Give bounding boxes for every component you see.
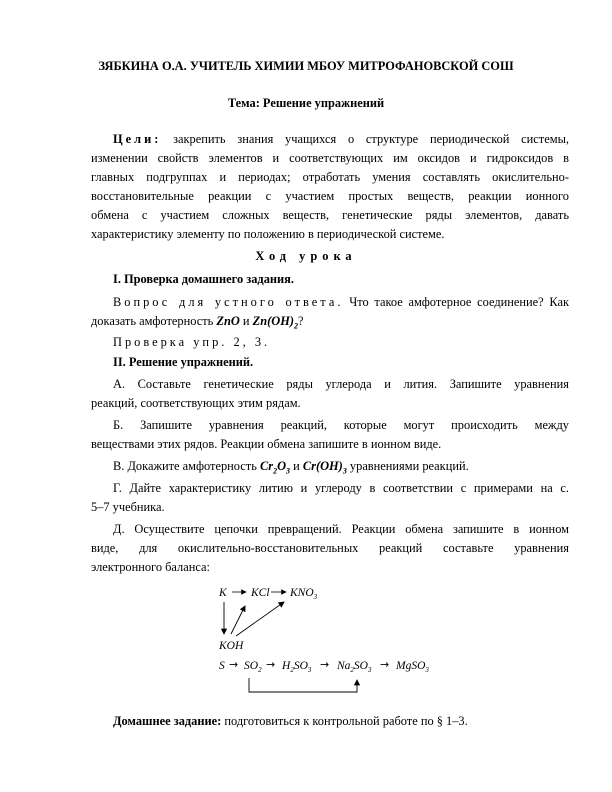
svg-text:→: → <box>380 658 390 671</box>
task-g-line-2: 5–7 учебника. <box>91 500 165 514</box>
scheme-k: K <box>219 587 227 599</box>
arrow-koh-kcl <box>231 606 245 634</box>
check-exercises: Проверка упр. 2, 3. <box>113 335 271 349</box>
homework-line: Домашнее задание: подготовиться к контрольной работе по § 1–3. <box>113 714 468 728</box>
task-b-line-1: Б. Запишите уравнения реакций, которые могут происходить между <box>113 418 569 432</box>
lesson-title: Ход урока <box>255 249 357 263</box>
scheme-so2: $SO_2$ <box>244 660 262 674</box>
homework-label: Домашнее задание: <box>113 714 222 728</box>
svg-text:→: → <box>266 658 276 671</box>
arrow-so2-na2so3 <box>249 678 357 692</box>
formula-cr2o3: $Cr_2O_3$ <box>259 459 291 476</box>
task-d-line-2: виде, для окислительно-восстановительных реакций составьте уравнения <box>91 541 569 555</box>
question-label: Вопрос для устного ответа. <box>113 295 344 309</box>
section-1-heading: I. Проверка домашнего задания. <box>113 272 294 286</box>
task-d-line-1: Д. Осуществите цепочки превращений. Реакции обмена запишите в ионном <box>113 522 569 536</box>
scheme-koh: KOH <box>219 640 244 652</box>
goals-line-3: главных подгруппах и периодах; отработать умения составлять окислительно- <box>91 170 569 184</box>
question-line-2: доказать амфотерность ZnO и $Zn(OH)_2$? <box>91 314 304 331</box>
formula-zno: ZnO <box>216 314 240 328</box>
formula-znoh2: $Zn(OH)_2$ <box>252 314 298 331</box>
scheme-h2so3: $H_2SO_3$ <box>282 660 312 674</box>
task-a-line-2: реакций, соответствующих этим рядам. <box>91 396 301 410</box>
task-g-line-1: Г. Дайте характеристику литию и углероду в соответствии с примерами на с. <box>113 481 569 495</box>
scheme-na2so3: $Na_2SO_3$ <box>337 660 372 674</box>
task-d-line-3: электронного баланса: <box>91 560 210 574</box>
goals-line-5: обмена с участием сложных веществ, генетические ряды элементов, давать <box>91 208 569 222</box>
svg-text:→: → <box>229 658 239 671</box>
goals-line-4: восстановительные реакции с участием простых веществ, реакции ионного <box>91 189 569 203</box>
task-b-line-2: веществами этих рядов. Реакции обмена запишите в ионном виде. <box>91 437 442 451</box>
scheme-kcl: KCl <box>251 587 270 599</box>
scheme-s: S <box>219 660 225 672</box>
topic-title: Тема: Решение упражнений <box>227 96 385 110</box>
task-v-line: В. Докажите амфотерность $Cr_2O_3$ и $Cr(OH)_3$ уравнениями реакций. <box>113 459 469 476</box>
goals-line-6: характеристику элементу по положению в периодической системе. <box>91 227 445 241</box>
task-a-line-1: А. Составьте генетические ряды углерода и лития. Запишите уравнения <box>113 377 569 391</box>
question-line-1: Вопрос для устного ответа. Что такое амфотерное соединение? Как <box>113 295 570 309</box>
goals-label: Цели: <box>113 132 162 146</box>
formula-croh3: $Cr(OH)_3$ <box>302 459 347 476</box>
scheme-mgso3: MgSO$_3$ <box>396 660 429 674</box>
author-header: ЗЯБКИНА О.А. УЧИТЕЛЬ ХИМИИ МБОУ МИТРОФАНОВСКОЙ СОШ <box>98 59 514 73</box>
goals-line-2: изменении свойств элементов и соответствующих им оксидов и гидроксидов в <box>91 151 569 165</box>
scheme-kno3: $KNO_3$ <box>290 587 318 601</box>
section-2-heading: II. Решение упражнений. <box>113 355 254 369</box>
svg-text:→: → <box>320 658 330 671</box>
arrow-koh-kno3 <box>236 602 284 636</box>
goals-line-1: Цели: закрепить знания учащихся о структуре периодической системы, <box>113 132 569 146</box>
